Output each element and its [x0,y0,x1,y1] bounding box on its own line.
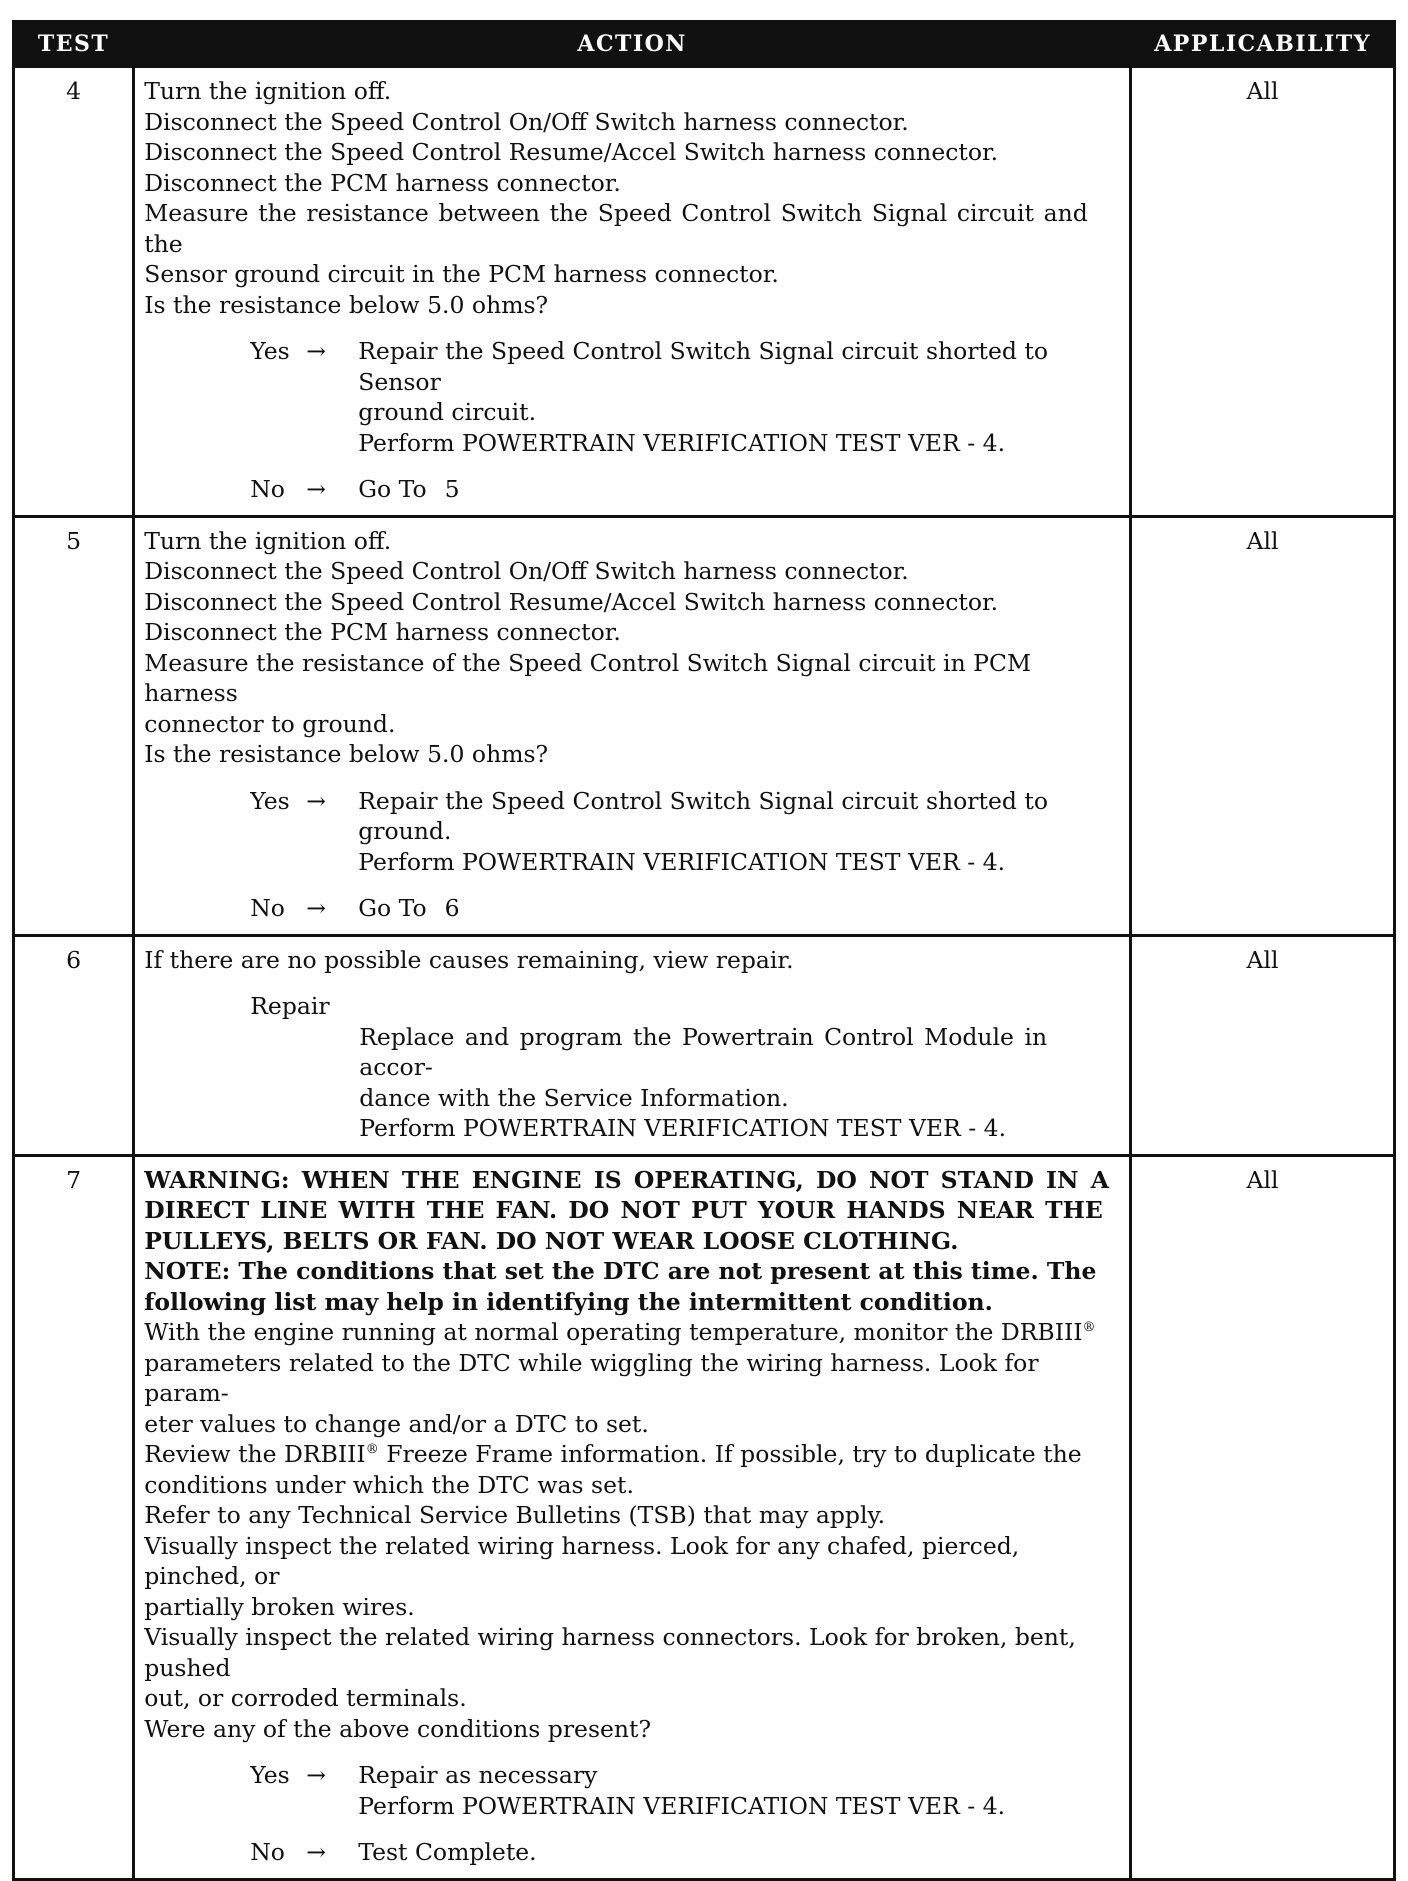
repair-instructions [359,1022,1123,1144]
arrow-icon: → [306,894,326,922]
applicability-value: All [1131,935,1395,1155]
no-label: No [250,1838,285,1866]
repair-line: Perform POWERTRAIN VERIFICATION TEST VER - 4. [359,1114,1007,1142]
applicability-value: All [1131,67,1395,517]
result-line: Repair as necessary [358,1761,598,1789]
no-label: No [250,894,285,922]
header-applicability: APPLICABILITY [1131,22,1395,67]
action-cell [134,516,1131,935]
warning-line: PULLEYS, BELTS OR FAN. DO NOT WEAR LOOSE CLOTHING. [144,1226,959,1255]
action-text: Review the DRBIII [144,1440,366,1468]
no-branch [144,1837,1123,1868]
note-line: NOTE: The conditions that set the DTC are not present at this time. The [144,1257,1097,1285]
result-line: Repair the Speed Control Switch Signal circuit shorted to Sensor [358,337,1048,396]
repair-label: Repair [250,992,330,1020]
action-cell [134,1155,1131,1879]
no-result [358,893,1123,924]
yes-label: Yes [250,786,290,815]
result-line: ground circuit. [358,398,537,426]
goto-text: Go To [358,475,427,503]
test-number: 5 [14,516,134,935]
table-row [14,516,1395,935]
yes-result [358,1760,1123,1821]
action-cell [134,935,1131,1155]
result-line: Perform POWERTRAIN VERIFICATION TEST VER - 4. [358,428,1006,457]
warning-line: WARNING: WHEN THE ENGINE IS OPERATING, DO NOT STAND IN A [144,1165,1109,1194]
action-line [144,1317,1123,1348]
action-line: eter values to change and/or a DTC to set. [144,1409,649,1438]
note-line: following list may help in identifying the intermittent condition. [144,1287,993,1316]
goto-target: 5 [444,475,460,503]
action-text: Freeze Frame information. If possible, try to duplicate the [378,1440,1082,1468]
action-line: Disconnect the PCM harness connector. [144,618,621,646]
table-row [14,1155,1395,1879]
yes-result [358,336,1123,458]
yes-branch [144,336,1123,458]
test-number: 7 [14,1155,134,1879]
action-line: Visually inspect the related wiring harness connectors. Look for broken, bent, pushed [144,1623,1076,1682]
result-line: Perform POWERTRAIN VERIFICATION TEST VER - 4. [358,847,1006,876]
table-row [14,935,1395,1155]
action-text: With the engine running at normal operating temperature, monitor the DRBIII [144,1318,1083,1346]
registered-mark: ® [1082,1320,1096,1336]
action-line: Turn the ignition off. [144,77,392,105]
arrow-icon: → [306,337,326,365]
no-result: Test Complete. [358,1838,537,1866]
registered-mark: ® [365,1442,379,1458]
action-line: Measure the resistance of the Speed Control Switch Signal circuit in PCM harness [144,648,1032,707]
action-line: parameters related to the DTC while wiggling the wiring harness. Look for param- [144,1348,1039,1407]
action-line: If there are no possible causes remaining, view repair. [144,945,794,974]
action-question: Is the resistance below 5.0 ohms? [144,290,549,319]
yes-result [358,786,1123,878]
goto-text: Go To [358,894,427,922]
action-line: Disconnect the Speed Control On/Off Switch harness connector. [144,557,909,585]
arrow-icon: → [306,475,326,503]
action-question: Is the resistance below 5.0 ohms? [144,740,549,768]
repair-line: dance with the Service Information. [359,1083,789,1112]
action-question: Were any of the above conditions present? [144,1714,652,1743]
action-cell [134,67,1131,517]
test-number: 4 [14,67,134,517]
no-branch [144,893,1123,924]
test-number: 6 [14,935,134,1155]
action-line: connector to ground. [144,709,396,738]
no-result [358,474,1123,505]
yes-branch [144,1760,1123,1821]
action-line: Disconnect the Speed Control Resume/Accel Switch harness connector. [144,138,999,166]
applicability-value: All [1131,1155,1395,1879]
diagnostic-page [12,20,1396,1881]
yes-label: Yes [250,1761,290,1789]
table-header-row [14,22,1395,67]
diagnostic-table [12,20,1396,1881]
no-branch [144,474,1123,505]
arrow-icon: → [306,786,326,815]
action-line: out, or corroded terminals. [144,1684,467,1712]
action-line: Sensor ground circuit in the PCM harness connector. [144,260,779,288]
goto-target: 6 [444,894,460,922]
action-line: partially broken wires. [144,1592,415,1621]
action-line: Visually inspect the related wiring harness. Look for any chafed, pierced, pinched, or [144,1531,1020,1590]
action-line: Refer to any Technical Service Bulletins (TSB) that may apply. [144,1501,886,1529]
action-line: conditions under which the DTC was set. [144,1470,634,1499]
warning-line: DIRECT LINE WITH THE FAN. DO NOT PUT YOUR HANDS NEAR THE [144,1196,1103,1224]
header-test: TEST [14,22,134,67]
result-line: Perform POWERTRAIN VERIFICATION TEST VER - 4. [358,1791,1006,1820]
action-line [144,1439,1123,1470]
arrow-icon: → [306,1761,326,1789]
applicability-value: All [1131,516,1395,935]
action-line: Turn the ignition off. [144,526,392,555]
arrow-icon: → [306,1838,326,1866]
header-action: ACTION [134,22,1131,67]
action-line: Measure the resistance between the Speed Control Switch Signal circuit and the [144,199,1088,258]
yes-label: Yes [250,337,290,365]
action-line: Disconnect the Speed Control On/Off Switch harness connector. [144,107,909,136]
action-line: Disconnect the Speed Control Resume/Accel Switch harness connector. [144,587,999,616]
repair-line: Replace and program the Powertrain Control Module in accor- [359,1022,1048,1081]
result-line: Repair the Speed Control Switch Signal circuit shorted to ground. [358,786,1048,845]
yes-branch [144,786,1123,878]
table-row [14,67,1395,517]
no-label: No [250,475,285,503]
action-line: Disconnect the PCM harness connector. [144,168,621,197]
